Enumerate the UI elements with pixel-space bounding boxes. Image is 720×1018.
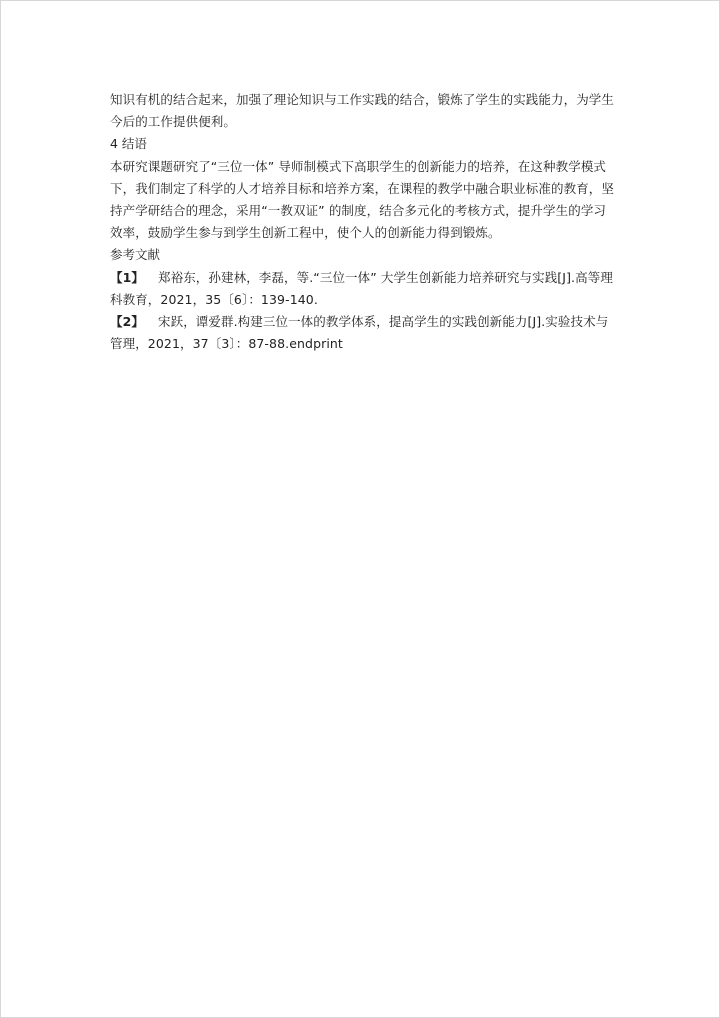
reference-number: 【1】 — [110, 269, 144, 285]
reference-item — [110, 267, 620, 289]
references-heading: 参考文献 — [110, 247, 161, 263]
paragraph-line: 今后的工作提供便利。 — [110, 114, 237, 130]
section-heading: 4 结语 — [110, 136, 147, 152]
paragraph-line: 效率，鼓励学生参与到学生创新工程中，使个人的创新能力得到锻炼。 — [110, 225, 501, 241]
paragraph-line: 本研究课题研究了“三位一体” 导师制模式下高职学生的创新能力的培养，在这种教学模式 — [110, 158, 607, 174]
reference-item — [110, 311, 620, 333]
reference-text: 宋跃，谭爱群.构建三位一体的教学体系，提高学生的实践创新能力[J].实验技术与 — [158, 314, 609, 330]
reference-continuation: 科教育，2021，35〔6〕：139-140. — [110, 291, 318, 307]
document-body — [110, 89, 620, 355]
reference-text: 郑裕东，孙建林，李磊，等.“三位一体” 大学生创新能力培养研究与实践[J].高等理 — [158, 269, 613, 285]
paragraph-line: 持产学研结合的理念，采用“一教双证” 的制度，结合多元化的考核方式，提升学生的学习 — [110, 203, 607, 219]
reference-number: 【2】 — [110, 314, 144, 330]
paragraph-line: 知识有机的结合起来，加强了理论知识与工作实践的结合，锻炼了学生的实践能力，为学生 — [110, 92, 615, 107]
reference-continuation: 管理，2021，37〔3〕：87-88.endprint — [110, 336, 343, 352]
paragraph-line: 下，我们制定了科学的人才培养目标和培养方案，在课程的教学中融合职业标准的教育，坚 — [110, 180, 615, 196]
